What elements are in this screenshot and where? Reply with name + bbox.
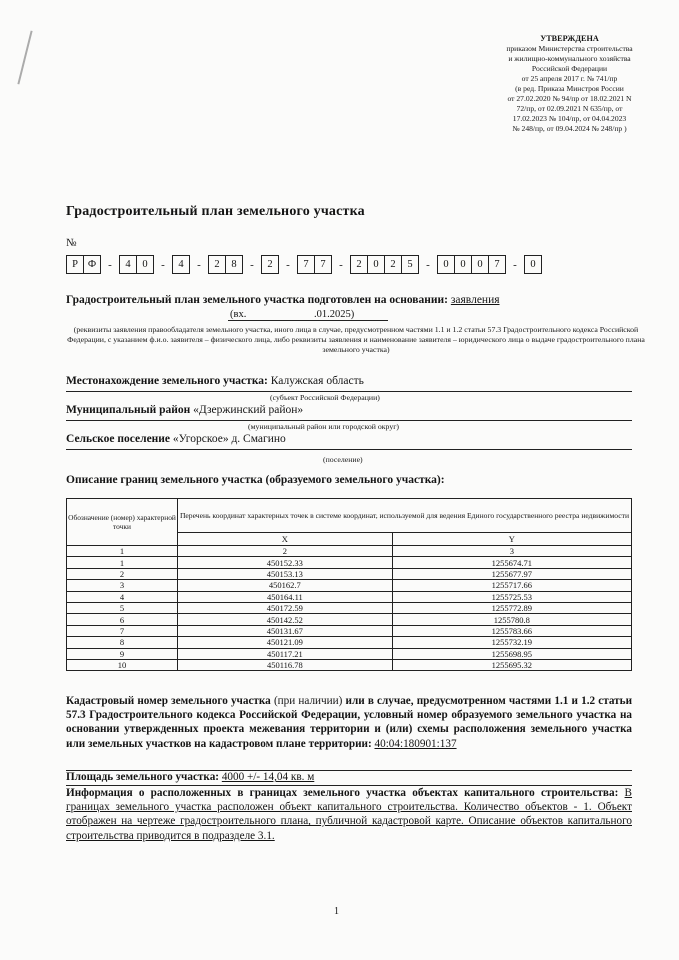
number-cell: 5	[401, 255, 419, 274]
number-cell: 7	[314, 255, 332, 274]
approval-heading: УТВЕРЖДЕНА	[540, 34, 599, 43]
header-coords: Перечень координат характерных точек в системе координат, используемой для ведения Единого государственного реестра недвижимости	[178, 499, 632, 533]
coordinate-cell-y: 1255698.95	[392, 648, 631, 659]
coordinate-cell-y: 1255783.66	[392, 625, 631, 636]
cadastral-number: 40:04:180901:137	[374, 737, 457, 750]
index-row	[67, 546, 632, 557]
index-cell: 2	[178, 546, 393, 557]
coordinate-cell-n: 4	[67, 591, 178, 602]
approval-line: (в ред. Приказа Минстроя России	[515, 84, 624, 93]
index-cell: 3	[392, 546, 631, 557]
coordinate-row	[67, 557, 632, 568]
coordinate-cell-x: 450162.7	[178, 580, 393, 591]
number-cell: 0	[437, 255, 455, 274]
coordinate-cell-y: 1255677.97	[392, 568, 631, 579]
location-field	[66, 375, 364, 387]
coordinate-row	[67, 591, 632, 602]
number-separator: -	[250, 258, 254, 271]
coordinate-cell-n: 5	[67, 602, 178, 613]
coordinate-cell-x: 450117.21	[178, 648, 393, 659]
coordinate-row	[67, 568, 632, 579]
coordinate-cell-x: 450121.09	[178, 637, 393, 648]
number-separator: -	[339, 258, 343, 271]
number-separator: -	[513, 258, 517, 271]
number-sign: №	[66, 237, 77, 249]
settlement-line	[66, 449, 632, 450]
cadastral-label2: или в случае, предусмотренном частями 1.1 и 1.2 статьи 57.3 Градостроительного кодекса Российской Федерации, условный номер образуемого земельного участка на основании утвержденных проекта межевания территории и (или) схемы расположения земельного участка или земельных участков на кадастровом плане территории:	[66, 695, 633, 750]
number-cell: Ф	[83, 255, 101, 274]
basis-date: .01.2025)	[314, 309, 355, 320]
coordinate-cell-x: 450142.52	[178, 614, 393, 625]
coordinate-cell-y: 1255717.66	[392, 580, 631, 591]
coordinate-cell-y: 1255732.19	[392, 637, 631, 648]
basis-line2	[228, 309, 388, 321]
approval-line: и жилищно-коммунального хозяйства	[508, 54, 631, 63]
coordinate-row	[67, 614, 632, 625]
objects-value: В границах земельного участка расположен объект капитального строительства. Количество объектов - 1. Объект отображен на чертеже градостроительного плана, публичной кадастровой карте. Описание объектов капитального строительства приводится в подразделе 3.1.	[66, 787, 633, 842]
basis-note: (реквизиты заявления правообладателя земельного участка, иного лица в случае, предусмотренном частями 1.1 и 1.2 статьи 57.3 Градостроительного кодекса Российской Федерации, с указанием ф.и.о. заявителя – физического лица, либо реквизиты заявления и наименование заявителя – юридического лица о выдаче градостроительного плана земельного участка)	[67, 325, 645, 354]
location-label: Местонахождение земельного участка:	[66, 375, 268, 387]
document-title: Градостроительный план земельного участка	[66, 204, 365, 219]
number-separator: -	[286, 258, 290, 271]
coordinate-cell-n: 8	[67, 637, 178, 648]
basis-value: заявления	[450, 294, 500, 306]
scan-mark	[17, 31, 32, 85]
boundaries-title: Описание границ земельного участка (образуемого земельного участка):	[66, 474, 445, 486]
number-separator: -	[108, 258, 112, 271]
location-value: Калужская область	[270, 375, 364, 387]
objects-paragraph	[66, 786, 632, 843]
coordinate-cell-y: 1255772.89	[392, 602, 631, 613]
header-x: X	[178, 532, 393, 545]
index-cell: 1	[67, 546, 178, 557]
coordinate-cell-n: 9	[67, 648, 178, 659]
coordinate-row	[67, 580, 632, 591]
coordinate-cell-x: 450153.13	[178, 568, 393, 579]
basis-vx: (вх.	[230, 309, 247, 320]
coordinate-row	[67, 648, 632, 659]
district-caption: (муниципальный район или городской округ)	[248, 422, 400, 431]
header-y: Y	[392, 532, 631, 545]
cadastral-mid: (при наличии)	[273, 695, 343, 707]
approval-line: от 27.02.2020 № 94/пр от 18.02.2021 N	[507, 94, 632, 103]
number-separator: -	[426, 258, 430, 271]
coordinate-row	[67, 637, 632, 648]
number-cell: 4	[172, 255, 190, 274]
number-cell: 7	[488, 255, 506, 274]
coordinate-cell-n: 10	[67, 659, 178, 670]
cadastral-paragraph	[66, 694, 632, 751]
number-cell: 0	[471, 255, 489, 274]
coordinate-cell-y: 1255674.71	[392, 557, 631, 568]
cadastral-label: Кадастровый номер земельного участка	[66, 695, 271, 707]
coordinate-cell-y: 1255780.8	[392, 614, 631, 625]
coordinate-cell-y: 1255725.53	[392, 591, 631, 602]
coordinate-row	[67, 602, 632, 613]
coordinate-cell-n: 3	[67, 580, 178, 591]
approval-line: от 25 апреля 2017 г. № 741/пр	[521, 74, 618, 83]
number-cell: 2	[208, 255, 226, 274]
number-cell: 2	[384, 255, 402, 274]
approval-line: 17.02.2023 № 104/пр, от 04.04.2023	[512, 114, 627, 123]
basis-label	[66, 294, 500, 306]
location-caption: (субъект Российской Федерации)	[270, 393, 380, 402]
number-separator: -	[197, 258, 201, 271]
district-value: «Дзержинский район»	[193, 404, 304, 416]
header-point: Обозначение (номер) характерной точки	[67, 499, 178, 546]
coordinate-cell-x: 450164.11	[178, 591, 393, 602]
coordinate-cell-n: 2	[67, 568, 178, 579]
number-cell: 4	[119, 255, 137, 274]
settlement-label: Сельское поселение	[66, 433, 171, 445]
settlement-value: «Угорское» д. Смагино	[172, 433, 286, 445]
coordinate-cell-x: 450152.33	[178, 557, 393, 568]
coordinate-row	[67, 659, 632, 670]
coordinate-cell-n: 1	[67, 557, 178, 568]
number-cell: 0	[367, 255, 385, 274]
area-label: Площадь земельного участка:	[66, 771, 220, 783]
number-cell: 0	[454, 255, 472, 274]
coordinate-cell-x: 450172.59	[178, 602, 393, 613]
approval-line: приказом Министерства строительства	[506, 44, 633, 53]
number-cell: 2	[350, 255, 368, 274]
page-number: 1	[334, 906, 339, 917]
coordinate-cell-n: 6	[67, 614, 178, 625]
approval-line: 72/пр, от 02.09.2021 N 635/пр, от	[516, 104, 623, 113]
number-separator: -	[161, 258, 165, 271]
approval-line: Российской Федерации	[531, 64, 608, 73]
number-cell: Р	[66, 255, 84, 274]
number-cell: 0	[136, 255, 154, 274]
district-line	[66, 420, 632, 421]
district-field	[66, 404, 303, 416]
approval-block	[482, 34, 657, 134]
coordinate-cell-x: 450131.67	[178, 625, 393, 636]
basis-label-text: Градостроительный план земельного участка подготовлен на основании:	[66, 294, 448, 306]
number-cell: 0	[524, 255, 542, 274]
area-paragraph	[66, 770, 632, 784]
settlement-caption: (поселение)	[323, 455, 363, 464]
district-label: Муниципальный район	[66, 404, 191, 416]
number-cell: 7	[297, 255, 315, 274]
coordinate-cell-n: 7	[67, 625, 178, 636]
coordinate-cell-y: 1255695.32	[392, 659, 631, 670]
coordinates-table	[66, 498, 632, 671]
coordinate-cell-x: 450116.78	[178, 659, 393, 670]
area-value: 4000 +/- 14,04 кв. м	[221, 771, 315, 783]
location-line	[66, 391, 632, 392]
objects-label: Информация о расположенных в границах земельного участка объектах капитального строительства:	[66, 787, 619, 799]
number-cell: 8	[225, 255, 243, 274]
number-cell: 2	[261, 255, 279, 274]
approval-line: № 248/пр, от 09.04.2024 № 248/пр )	[512, 124, 627, 133]
plan-number	[66, 255, 542, 274]
settlement-field	[66, 433, 286, 445]
coordinate-row	[67, 625, 632, 636]
